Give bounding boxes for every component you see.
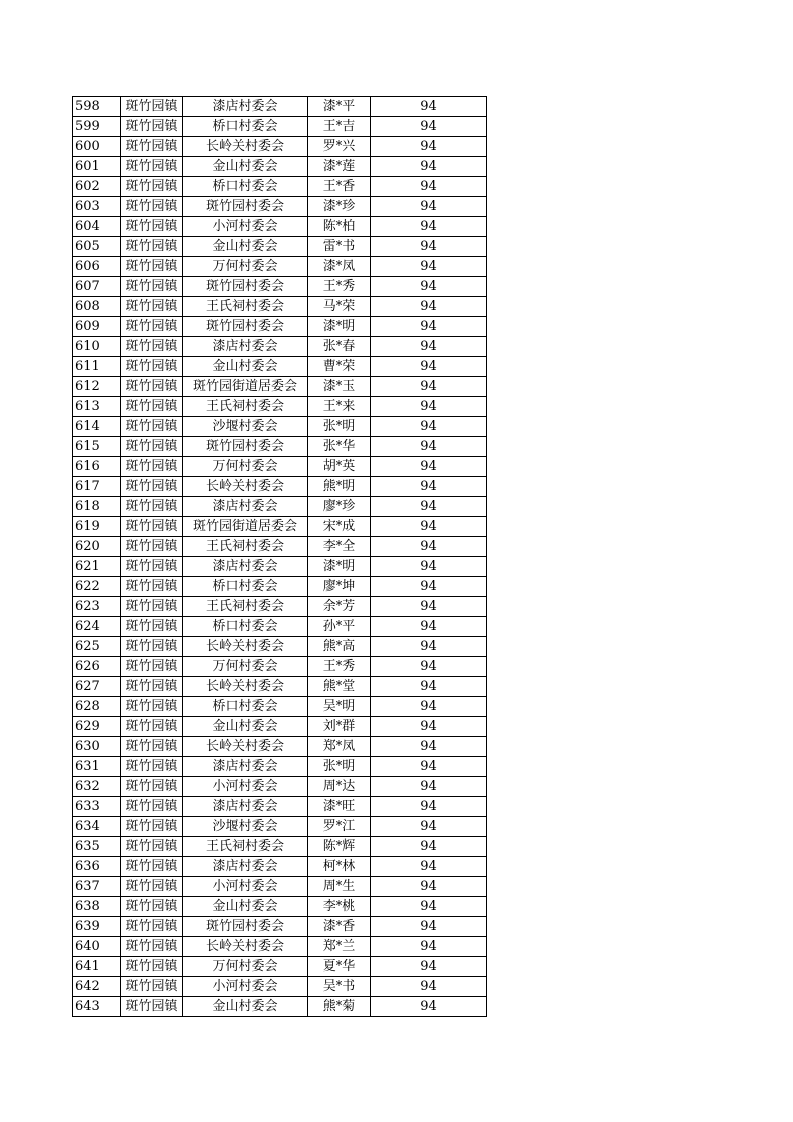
row-number: 605 [73,237,121,257]
row-number: 609 [73,317,121,337]
town-cell: 斑竹园镇 [121,137,183,157]
score-cell: 94 [371,697,487,717]
table-row [73,237,487,257]
village-committee-cell: 桥口村委会 [183,177,308,197]
score-cell: 94 [371,437,487,457]
town-cell: 斑竹园镇 [121,557,183,577]
village-committee-cell: 沙堰村委会 [183,417,308,437]
row-number: 598 [73,97,121,117]
village-committee-cell: 金山村委会 [183,157,308,177]
town-cell: 斑竹园镇 [121,537,183,557]
table-row [73,437,487,457]
person-name-cell: 周*生 [308,877,371,897]
table-row [73,377,487,397]
village-committee-cell: 斑竹园村委会 [183,277,308,297]
person-name-cell: 吴*书 [308,977,371,997]
table-row [73,517,487,537]
village-committee-cell: 漆店村委会 [183,857,308,877]
row-number: 608 [73,297,121,317]
person-name-cell: 郑*凤 [308,737,371,757]
table-row [73,417,487,437]
person-name-cell: 漆*明 [308,317,371,337]
village-committee-cell: 金山村委会 [183,357,308,377]
town-cell: 斑竹园镇 [121,117,183,137]
person-name-cell: 余*芳 [308,597,371,617]
score-cell: 94 [371,397,487,417]
village-committee-cell: 王氏祠村委会 [183,837,308,857]
village-committee-cell: 漆店村委会 [183,337,308,357]
score-cell: 94 [371,997,487,1017]
town-cell: 斑竹园镇 [121,397,183,417]
village-committee-cell: 万何村委会 [183,257,308,277]
person-name-cell: 李*桃 [308,897,371,917]
row-number: 643 [73,997,121,1017]
row-number: 619 [73,517,121,537]
person-name-cell: 王*香 [308,177,371,197]
row-number: 638 [73,897,121,917]
village-committee-cell: 王氏祠村委会 [183,297,308,317]
person-name-cell: 罗*兴 [308,137,371,157]
row-number: 635 [73,837,121,857]
person-name-cell: 宋*成 [308,517,371,537]
person-name-cell: 曹*荣 [308,357,371,377]
town-cell: 斑竹园镇 [121,497,183,517]
table-row [73,857,487,877]
table-row [73,717,487,737]
row-number: 601 [73,157,121,177]
table-row [73,977,487,997]
person-name-cell: 李*全 [308,537,371,557]
score-cell: 94 [371,657,487,677]
table-row [73,897,487,917]
score-cell: 94 [371,957,487,977]
score-cell: 94 [371,477,487,497]
person-name-cell: 陈*柏 [308,217,371,237]
village-committee-cell: 小河村委会 [183,777,308,797]
person-name-cell: 吴*明 [308,697,371,717]
score-cell: 94 [371,677,487,697]
row-number: 603 [73,197,121,217]
town-cell: 斑竹园镇 [121,677,183,697]
village-committee-cell: 金山村委会 [183,717,308,737]
table-row [73,597,487,617]
town-cell: 斑竹园镇 [121,297,183,317]
person-name-cell: 漆*香 [308,917,371,937]
score-cell: 94 [371,557,487,577]
person-name-cell: 熊*高 [308,637,371,657]
village-committee-cell: 桥口村委会 [183,617,308,637]
score-cell: 94 [371,217,487,237]
village-committee-cell: 万何村委会 [183,457,308,477]
village-committee-cell: 小河村委会 [183,217,308,237]
row-number: 636 [73,857,121,877]
row-number: 602 [73,177,121,197]
score-cell: 94 [371,237,487,257]
score-cell: 94 [371,157,487,177]
row-number: 604 [73,217,121,237]
table-row [73,317,487,337]
table-row [73,737,487,757]
score-cell: 94 [371,377,487,397]
data-table [72,96,487,1017]
table-row [73,937,487,957]
village-committee-cell: 桥口村委会 [183,117,308,137]
table-row [73,917,487,937]
person-name-cell: 熊*菊 [308,997,371,1017]
person-name-cell: 雷*书 [308,237,371,257]
person-name-cell: 熊*明 [308,477,371,497]
table-row [73,877,487,897]
person-name-cell: 郑*兰 [308,937,371,957]
person-name-cell: 陈*辉 [308,837,371,857]
village-committee-cell: 长岭关村委会 [183,937,308,957]
town-cell: 斑竹园镇 [121,477,183,497]
table-row [73,257,487,277]
village-committee-cell: 斑竹园村委会 [183,437,308,457]
score-cell: 94 [371,97,487,117]
row-number: 616 [73,457,121,477]
person-name-cell: 漆*凤 [308,257,371,277]
row-number: 631 [73,757,121,777]
score-cell: 94 [371,837,487,857]
table-row [73,797,487,817]
town-cell: 斑竹园镇 [121,417,183,437]
table-row [73,177,487,197]
row-number: 622 [73,577,121,597]
village-committee-cell: 长岭关村委会 [183,137,308,157]
row-number: 615 [73,437,121,457]
person-name-cell: 马*荣 [308,297,371,317]
table-body [73,97,487,1017]
row-number: 628 [73,697,121,717]
table-row [73,577,487,597]
town-cell: 斑竹园镇 [121,917,183,937]
person-name-cell: 廖*坤 [308,577,371,597]
village-committee-cell: 王氏祠村委会 [183,537,308,557]
row-number: 639 [73,917,121,937]
row-number: 640 [73,937,121,957]
village-committee-cell: 斑竹园村委会 [183,917,308,937]
person-name-cell: 廖*珍 [308,497,371,517]
town-cell: 斑竹园镇 [121,97,183,117]
table-row [73,297,487,317]
row-number: 626 [73,657,121,677]
town-cell: 斑竹园镇 [121,617,183,637]
person-name-cell: 漆*莲 [308,157,371,177]
town-cell: 斑竹园镇 [121,197,183,217]
table-row [73,677,487,697]
town-cell: 斑竹园镇 [121,857,183,877]
score-cell: 94 [371,777,487,797]
row-number: 599 [73,117,121,137]
row-number: 633 [73,797,121,817]
score-cell: 94 [371,877,487,897]
village-committee-cell: 漆店村委会 [183,757,308,777]
score-cell: 94 [371,617,487,637]
town-cell: 斑竹园镇 [121,697,183,717]
person-name-cell: 王*秀 [308,277,371,297]
person-name-cell: 张*明 [308,757,371,777]
score-cell: 94 [371,497,487,517]
score-cell: 94 [371,297,487,317]
town-cell: 斑竹园镇 [121,897,183,917]
table-row [73,357,487,377]
score-cell: 94 [371,757,487,777]
score-cell: 94 [371,717,487,737]
table-row [73,557,487,577]
row-number: 611 [73,357,121,377]
row-number: 625 [73,637,121,657]
person-name-cell: 刘*群 [308,717,371,737]
town-cell: 斑竹园镇 [121,957,183,977]
score-cell: 94 [371,977,487,997]
person-name-cell: 周*达 [308,777,371,797]
score-cell: 94 [371,857,487,877]
town-cell: 斑竹园镇 [121,237,183,257]
score-cell: 94 [371,537,487,557]
person-name-cell: 孙*平 [308,617,371,637]
score-cell: 94 [371,897,487,917]
village-committee-cell: 金山村委会 [183,997,308,1017]
village-committee-cell: 桥口村委会 [183,697,308,717]
person-name-cell: 柯*林 [308,857,371,877]
person-name-cell: 漆*平 [308,97,371,117]
score-cell: 94 [371,417,487,437]
village-committee-cell: 金山村委会 [183,237,308,257]
village-committee-cell: 斑竹园村委会 [183,197,308,217]
table-row [73,617,487,637]
row-number: 607 [73,277,121,297]
town-cell: 斑竹园镇 [121,997,183,1017]
row-number: 620 [73,537,121,557]
town-cell: 斑竹园镇 [121,457,183,477]
town-cell: 斑竹园镇 [121,657,183,677]
row-number: 618 [73,497,121,517]
row-number: 617 [73,477,121,497]
score-cell: 94 [371,457,487,477]
town-cell: 斑竹园镇 [121,737,183,757]
score-cell: 94 [371,597,487,617]
row-number: 600 [73,137,121,157]
table-row [73,817,487,837]
table-row [73,197,487,217]
score-cell: 94 [371,357,487,377]
score-cell: 94 [371,197,487,217]
person-name-cell: 罗*江 [308,817,371,837]
row-number: 610 [73,337,121,357]
row-number: 623 [73,597,121,617]
table-row [73,217,487,237]
village-committee-cell: 漆店村委会 [183,97,308,117]
score-cell: 94 [371,337,487,357]
table-row [73,157,487,177]
score-cell: 94 [371,737,487,757]
village-committee-cell: 长岭关村委会 [183,477,308,497]
town-cell: 斑竹园镇 [121,797,183,817]
person-name-cell: 漆*明 [308,557,371,577]
row-number: 621 [73,557,121,577]
score-cell: 94 [371,257,487,277]
person-name-cell: 漆*珍 [308,197,371,217]
village-committee-cell: 桥口村委会 [183,577,308,597]
table-row [73,697,487,717]
person-name-cell: 王*来 [308,397,371,417]
person-name-cell: 漆*玉 [308,377,371,397]
person-name-cell: 王*秀 [308,657,371,677]
table-row [73,137,487,157]
town-cell: 斑竹园镇 [121,157,183,177]
person-name-cell: 张*明 [308,417,371,437]
row-number: 637 [73,877,121,897]
town-cell: 斑竹园镇 [121,517,183,537]
row-number: 641 [73,957,121,977]
town-cell: 斑竹园镇 [121,377,183,397]
table-row [73,777,487,797]
village-committee-cell: 长岭关村委会 [183,737,308,757]
score-cell: 94 [371,817,487,837]
village-committee-cell: 漆店村委会 [183,557,308,577]
person-name-cell: 胡*英 [308,457,371,477]
score-cell: 94 [371,577,487,597]
town-cell: 斑竹园镇 [121,437,183,457]
table-row [73,837,487,857]
town-cell: 斑竹园镇 [121,217,183,237]
score-cell: 94 [371,117,487,137]
person-name-cell: 熊*堂 [308,677,371,697]
row-number: 614 [73,417,121,437]
village-committee-cell: 万何村委会 [183,957,308,977]
row-number: 634 [73,817,121,837]
row-number: 624 [73,617,121,637]
village-committee-cell: 斑竹园村委会 [183,317,308,337]
town-cell: 斑竹园镇 [121,777,183,797]
town-cell: 斑竹园镇 [121,717,183,737]
village-committee-cell: 万何村委会 [183,657,308,677]
village-committee-cell: 长岭关村委会 [183,677,308,697]
score-cell: 94 [371,797,487,817]
town-cell: 斑竹园镇 [121,937,183,957]
score-cell: 94 [371,937,487,957]
score-cell: 94 [371,317,487,337]
table-row [73,97,487,117]
town-cell: 斑竹园镇 [121,817,183,837]
row-number: 642 [73,977,121,997]
village-committee-cell: 长岭关村委会 [183,637,308,657]
village-committee-cell: 漆店村委会 [183,797,308,817]
table-row [73,477,487,497]
village-committee-cell: 小河村委会 [183,977,308,997]
town-cell: 斑竹园镇 [121,337,183,357]
village-committee-cell: 金山村委会 [183,897,308,917]
row-number: 632 [73,777,121,797]
score-cell: 94 [371,137,487,157]
score-cell: 94 [371,517,487,537]
town-cell: 斑竹园镇 [121,837,183,857]
town-cell: 斑竹园镇 [121,577,183,597]
row-number: 606 [73,257,121,277]
town-cell: 斑竹园镇 [121,357,183,377]
table-row [73,997,487,1017]
town-cell: 斑竹园镇 [121,277,183,297]
score-cell: 94 [371,917,487,937]
table-row [73,397,487,417]
table-row [73,957,487,977]
table-row [73,337,487,357]
village-committee-cell: 王氏祠村委会 [183,597,308,617]
village-committee-cell: 王氏祠村委会 [183,397,308,417]
score-cell: 94 [371,177,487,197]
village-committee-cell: 沙堰村委会 [183,817,308,837]
person-name-cell: 王*吉 [308,117,371,137]
village-committee-cell: 斑竹园街道居委会 [183,517,308,537]
row-number: 630 [73,737,121,757]
table-row [73,657,487,677]
village-committee-cell: 斑竹园街道居委会 [183,377,308,397]
person-name-cell: 漆*旺 [308,797,371,817]
row-number: 613 [73,397,121,417]
town-cell: 斑竹园镇 [121,877,183,897]
table-row [73,637,487,657]
table-row [73,757,487,777]
town-cell: 斑竹园镇 [121,757,183,777]
town-cell: 斑竹园镇 [121,977,183,997]
person-name-cell: 张*华 [308,437,371,457]
town-cell: 斑竹园镇 [121,597,183,617]
village-committee-cell: 小河村委会 [183,877,308,897]
row-number: 612 [73,377,121,397]
town-cell: 斑竹园镇 [121,177,183,197]
table-row [73,537,487,557]
score-cell: 94 [371,637,487,657]
person-name-cell: 张*春 [308,337,371,357]
row-number: 627 [73,677,121,697]
score-cell: 94 [371,277,487,297]
table-row [73,117,487,137]
table-row [73,497,487,517]
table-row [73,457,487,477]
town-cell: 斑竹园镇 [121,257,183,277]
table-row [73,277,487,297]
town-cell: 斑竹园镇 [121,637,183,657]
row-number: 629 [73,717,121,737]
person-name-cell: 夏*华 [308,957,371,977]
village-committee-cell: 漆店村委会 [183,497,308,517]
town-cell: 斑竹园镇 [121,317,183,337]
